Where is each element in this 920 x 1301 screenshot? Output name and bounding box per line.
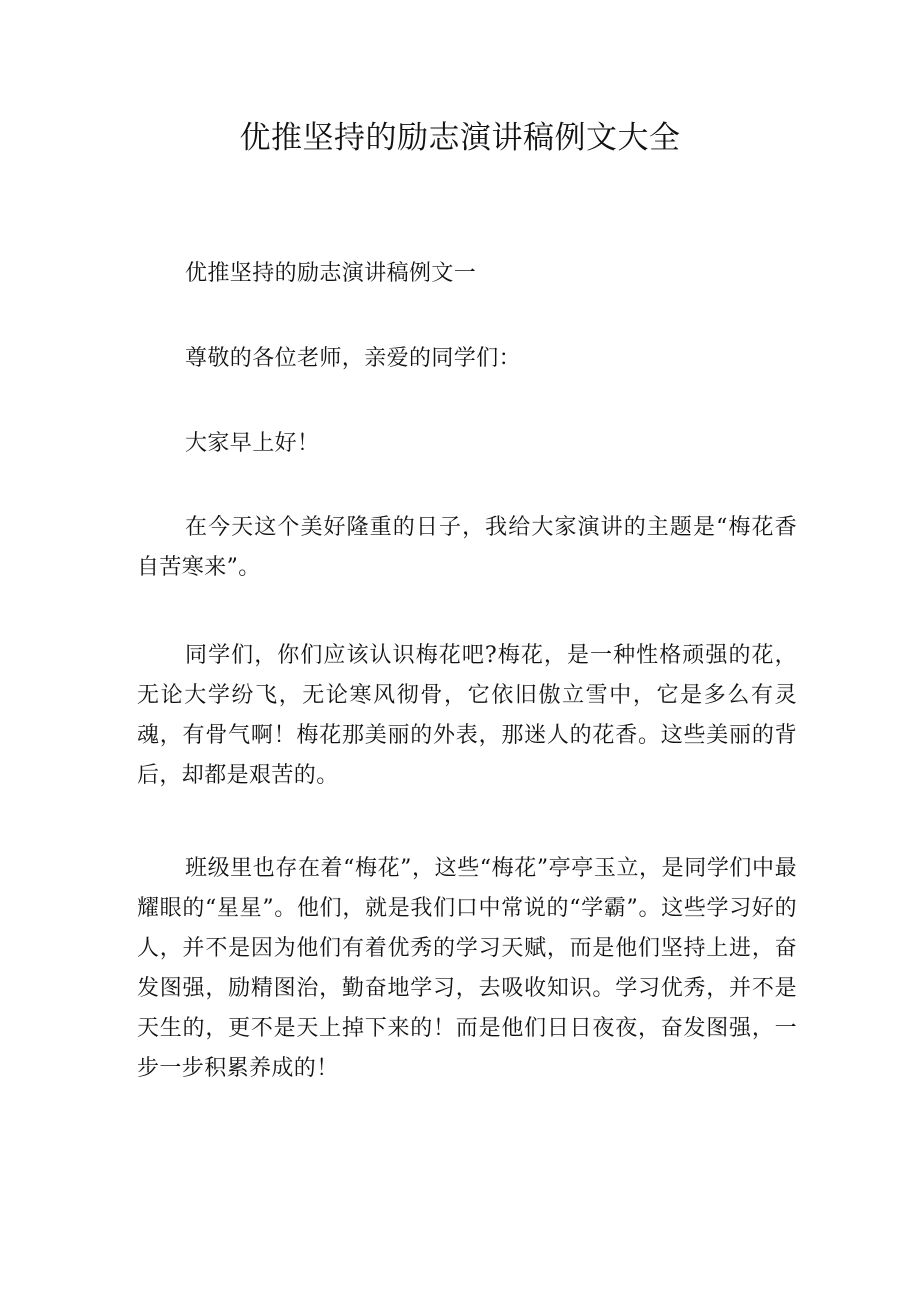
document-title: 优推坚持的励志演讲稿例文大全 bbox=[239, 120, 681, 156]
theme-paragraph: 在今天这个美好隆重的日子，我给大家演讲的主题是“梅花香自苦寒来”。 bbox=[137, 515, 797, 580]
salutation-paragraph: 尊敬的各位老师，亲爱的同学们： bbox=[185, 346, 522, 371]
section-heading: 优推坚持的励志演讲稿例文一 bbox=[185, 261, 477, 286]
plum-blossom-paragraph: 同学们，你们应该认识梅花吧?梅花，是一种性格顽强的花，无论大学纷飞，无论寒风彻骨，它依旧傲立雪中，它是多么有灵魂，有骨气啊！梅花那美丽的外表，那迷人的花香。这些美丽的背后，却都是艰苦的。 bbox=[137, 643, 797, 788]
greeting-paragraph: 大家早上好！ bbox=[185, 431, 320, 456]
class-students-paragraph: 班级里也存在着“梅花”，这些“梅花”亭亭玉立，是同学们中最耀眼的“星星”。他们，就是我们口中常说的“学霸”。这些学习好的人，并不是因为他们有着优秀的学习天赋，而是他们坚持上进，奋发图强，励精图治，勤奋地学习，去吸收知识。学习优秀，并不是天生的，更不是天上掉下来的！而是他们日日夜夜，奋发图强，一步一步积累养成的！ bbox=[137, 856, 797, 1081]
